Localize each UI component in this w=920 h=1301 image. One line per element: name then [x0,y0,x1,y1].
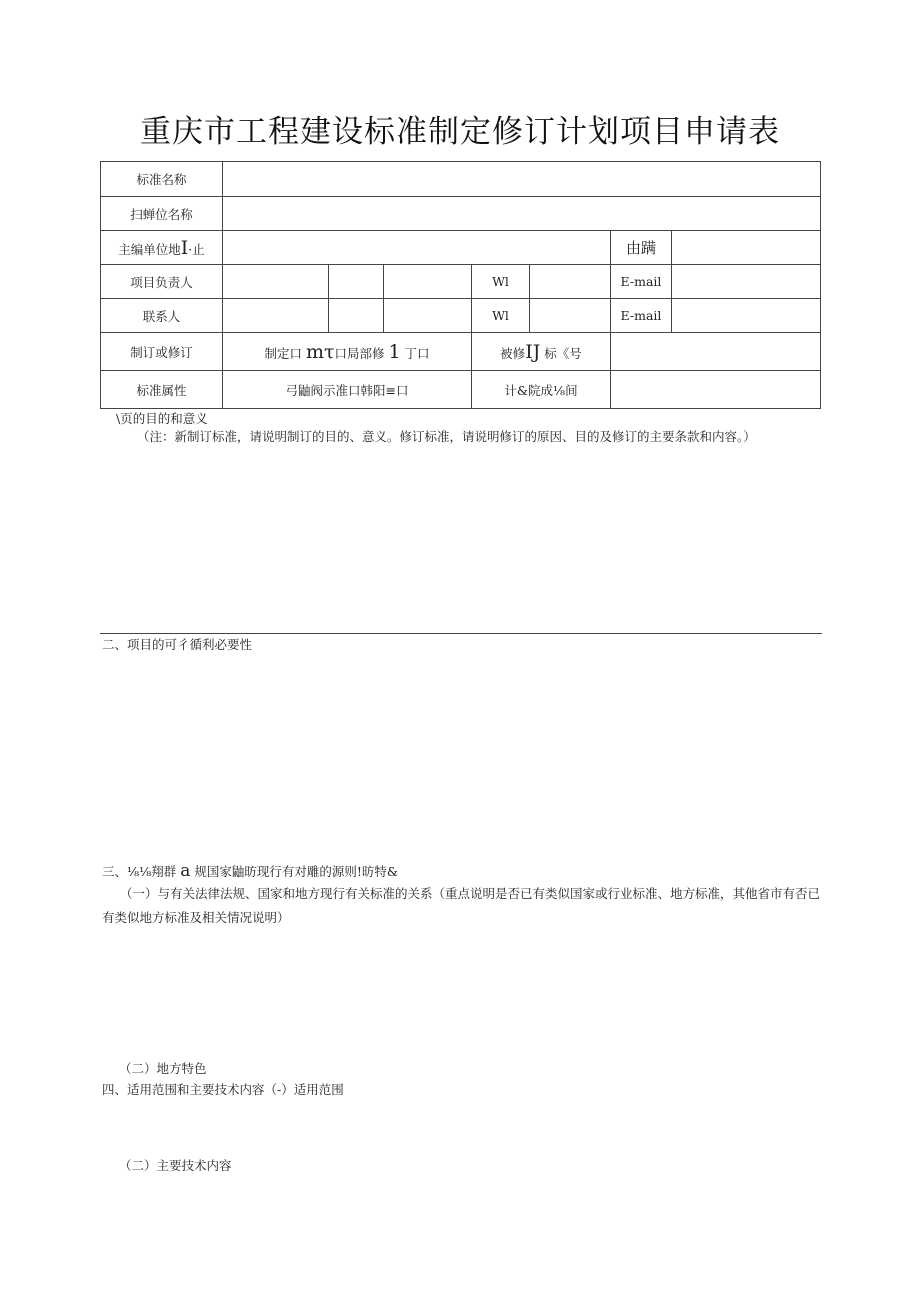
row-standard-name [101,162,821,197]
project-leader-field-2[interactable] [329,265,384,299]
contact-email-field[interactable] [672,299,821,333]
section-4-heading: 四、适用范围和主要技术内容（-）适用范围 [102,1082,344,1097]
contact-label: 联系人 [101,299,223,333]
section-3-sub1: （一）与有关法律法规、国家和地方现行有关标准的关系（重点说明是否已有类似国家或行业标准、地方标准，其他省市有否已有类似地方标准及相关情况说明） [102,886,821,925]
planned-completion-field[interactable] [611,371,821,409]
project-leader-label: 项目负责人 [101,265,223,299]
project-leader-field-3[interactable] [384,265,472,299]
planned-completion-label: 计&院成⅛间 [472,371,611,409]
standard-name-field[interactable] [223,162,821,197]
project-leader-phone-label: Wl [472,265,530,299]
divider-line [100,633,822,634]
row-revision-type [101,333,821,371]
unit-name-label: 扫蝉位名称 [101,197,223,231]
contact-field-3[interactable] [384,299,472,333]
section-1-heading: \页的目的和意义 [116,411,208,426]
project-leader-phone-field[interactable] [530,265,611,299]
address-label: 主编单位地I·止 [101,231,223,265]
form-title: 重庆市工程建设标准制定修订计划项目申请表 [140,114,780,150]
postcode-field[interactable] [672,231,821,265]
standard-name-label: 标准名称 [101,162,223,197]
contact-email-label: E-mail [611,299,672,333]
section-1-note: （注：新制订标准，请说明制订的目的、意义。修订标准，请说明修订的原因、目的及修订的主要条款和内容。） [137,429,756,444]
contact-field-2[interactable] [329,299,384,333]
row-project-leader [101,265,821,299]
revised-standard-label: 被修IJ 标《号 [472,333,611,371]
section-3-heading: 三、⅛⅛翔群 a 规国家鼬昉现行有对雕的源则!昉特& [102,861,398,881]
standard-attribute-options[interactable]: 弓鼬阀示准口韩阳≡口 [223,371,472,409]
standard-attribute-label: 标准属性 [101,371,223,409]
revision-type-options[interactable]: 制定口 mτ口局部修 1 丁口 [223,333,472,371]
project-leader-email-field[interactable] [672,265,821,299]
contact-phone-label: Wl [472,299,530,333]
project-leader-name-field[interactable] [223,265,329,299]
section-3-sub2: （二）地方特色 [119,1061,207,1076]
application-form-table [100,161,821,409]
contact-phone-field[interactable] [530,299,611,333]
row-standard-attribute [101,371,821,409]
unit-name-field[interactable] [223,197,821,231]
address-field[interactable] [223,231,611,265]
contact-name-field[interactable] [223,299,329,333]
revision-type-label: 制订或修订 [101,333,223,371]
project-leader-email-label: E-mail [611,265,672,299]
row-address [101,231,821,265]
section-4-sub2: （二）主要技术内容 [119,1158,232,1173]
row-unit-name [101,197,821,231]
postcode-label: 由蹒 [611,231,672,265]
section-2-heading: 二、项目的可彳循利必要性 [102,637,253,652]
revised-standard-field[interactable] [611,333,821,371]
row-contact [101,299,821,333]
